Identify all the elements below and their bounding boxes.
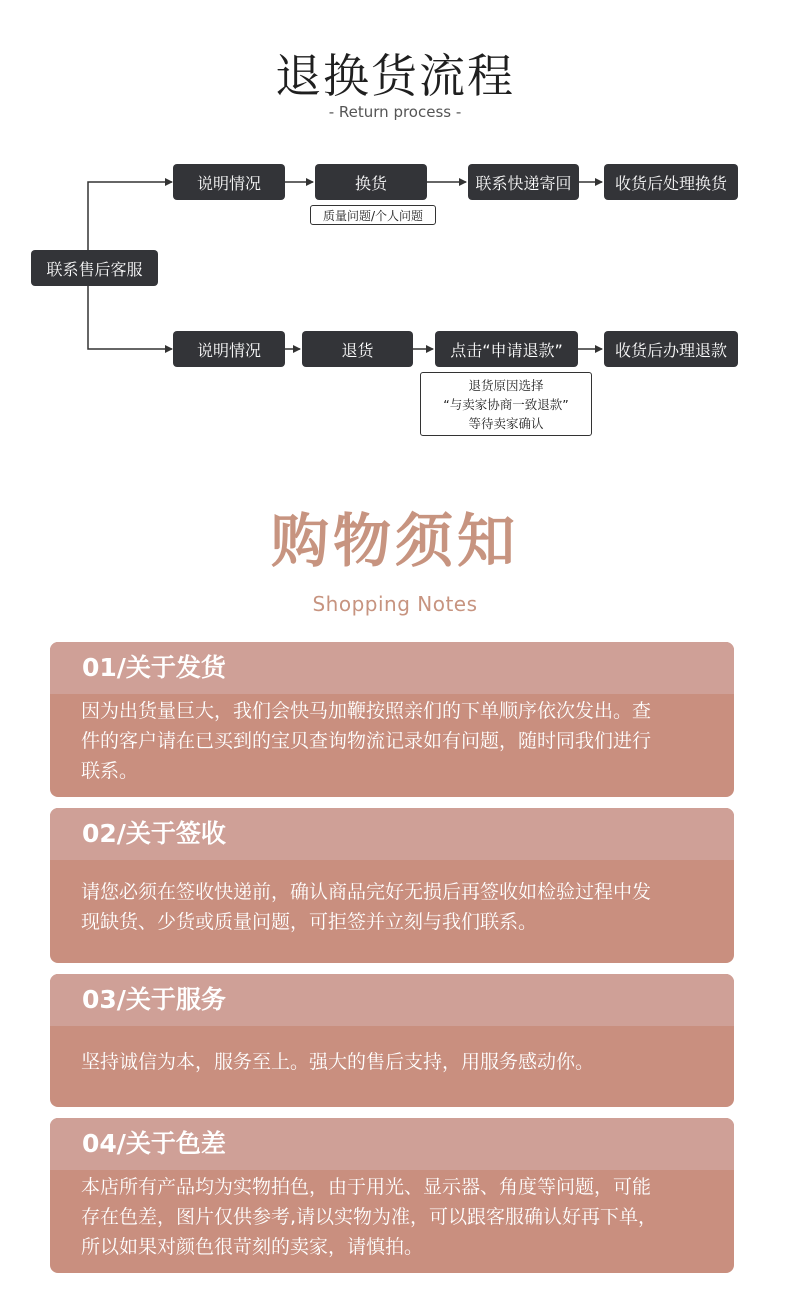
exchange-note: 质量问题/个人问题 [310,205,436,225]
note-line: 请您必须在签收快递前，确认商品完好无损后再签收如检验过程中发 [81,881,652,903]
exchange-step-3: 联系快递寄回 [468,164,579,200]
note-card-body [50,694,734,786]
note-card-body [50,860,734,937]
return-step-4: 收货后办理退款 [604,331,738,367]
exchange-step-4: 收货后处理换货 [604,164,738,200]
note-line: 所以如果对颜色很苛刻的卖家，请慎拍。 [81,1236,424,1258]
note-card-shipping [50,642,734,797]
return-note [420,372,592,436]
note-card-heading: 04/关于色差 [50,1118,734,1170]
exchange-step-1: 说明情况 [173,164,285,200]
branch-line [88,182,172,250]
note-line: 坚持诚信为本，服务至上。强大的售后支持，用服务感动你。 [81,1051,595,1073]
return-note-line: “与卖家协商一致退款” [443,397,569,412]
return-process-subtitle: - Return process - [328,103,462,121]
note-line: 件的客户请在已买到的宝贝查询物流记录如有问题，随时同我们进行 [81,730,652,752]
note-card-heading: 01/关于发货 [50,642,734,694]
return-process-title: 退换货流程 [275,49,515,103]
note-card-color-difference [50,1118,734,1273]
note-card-signing [50,808,734,963]
note-card-body [50,1026,734,1077]
note-line: 本店所有产品均为实物拍色，由于用光、显示器、角度等问题，可能 [81,1176,652,1198]
flow-connectors [0,0,790,450]
note-card-service [50,974,734,1107]
return-note-line: 等待卖家确认 [468,416,544,431]
note-line: 存在色差，图片仅供参考,请以实物为准，可以跟客服确认好再下单， [81,1206,658,1228]
return-step-2: 退货 [302,331,413,367]
shopping-notes-subtitle: Shopping Notes [312,592,478,616]
note-line: 现缺货、少货或质量问题，可拒签并立刻与我们联系。 [81,911,538,933]
exchange-step-2: 换货 [315,164,427,200]
note-card-heading: 03/关于服务 [50,974,734,1026]
note-card-body [50,1170,734,1262]
return-note-line: 退货原因选择 [468,378,544,393]
shopping-notes-title: 购物须知 [270,507,519,575]
note-line: 联系。 [81,760,139,782]
note-line: 因为出货量巨大，我们会快马加鞭按照亲们的下单顺序依次发出。查 [81,700,652,722]
branch-line [88,286,172,349]
return-step-1: 说明情况 [173,331,285,367]
note-card-heading: 02/关于签收 [50,808,734,860]
flow-start-box: 联系售后客服 [31,250,158,286]
return-step-3: 点击“申请退款” [435,331,578,367]
